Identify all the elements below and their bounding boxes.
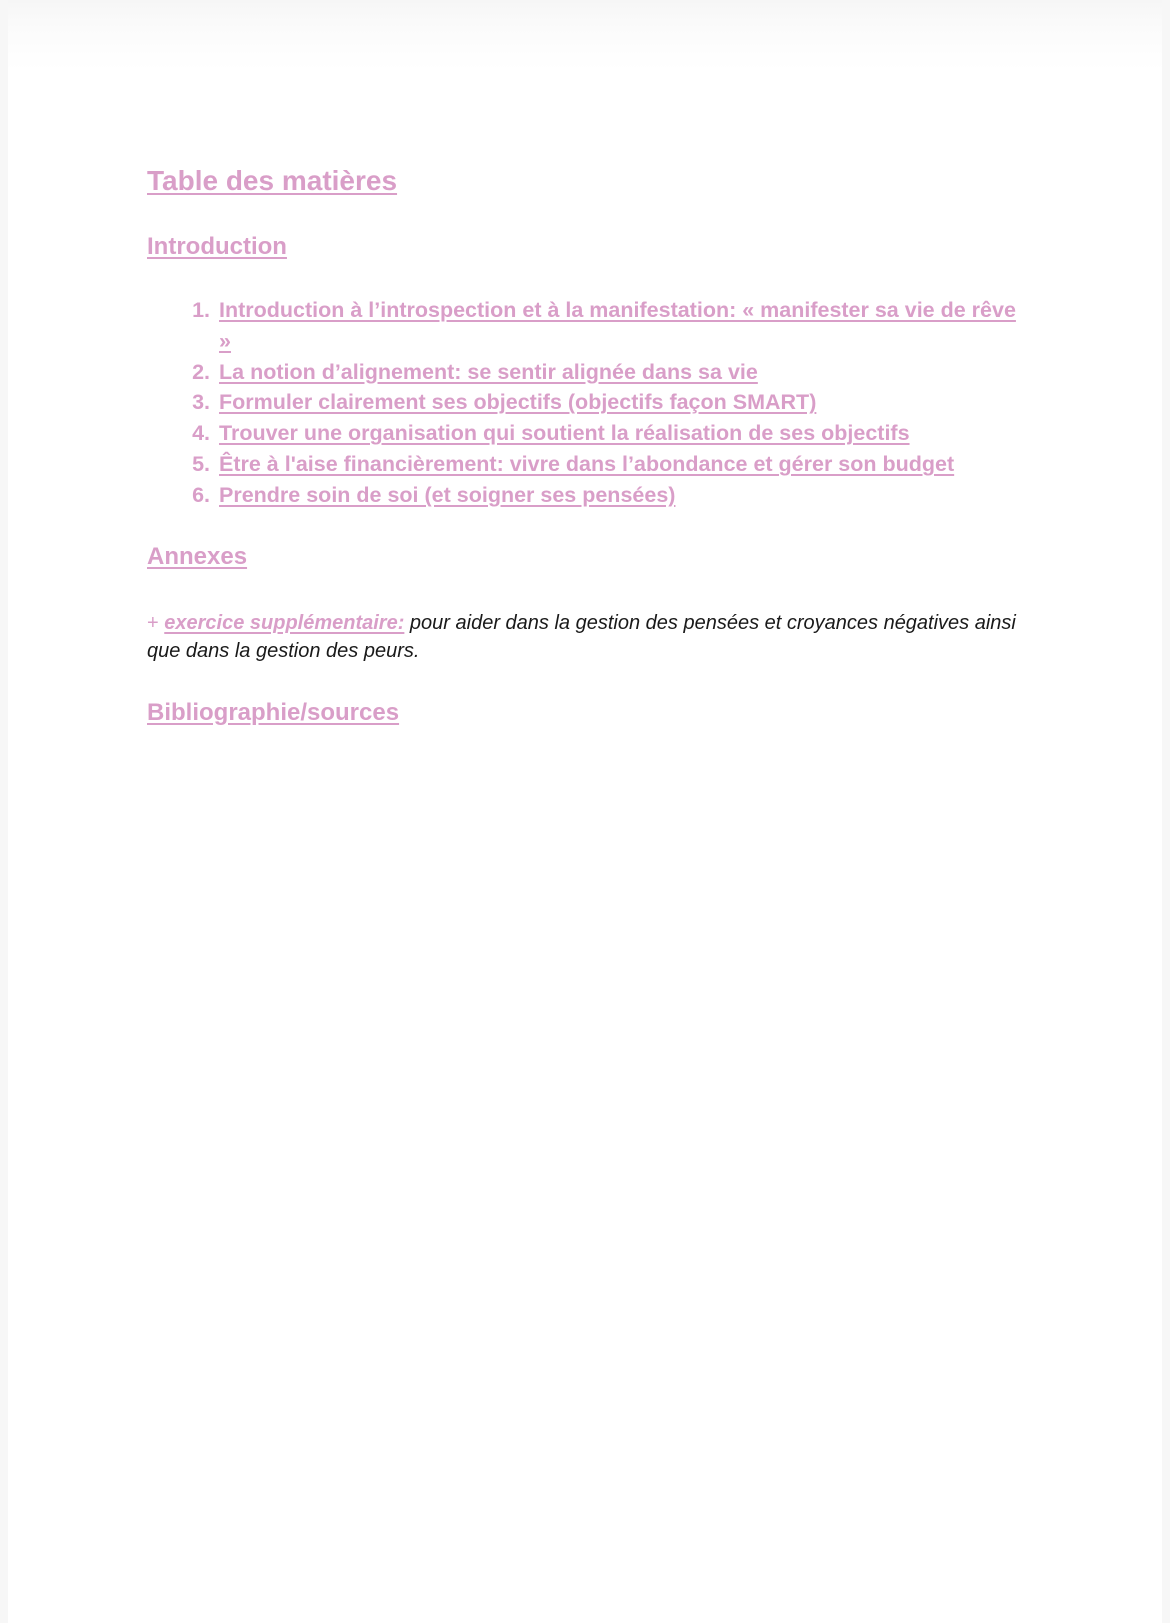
- toc-item-3: [216, 387, 1027, 418]
- toc-annexes-link[interactable]: Annexes: [147, 542, 248, 570]
- plus-sign: +: [147, 611, 159, 634]
- toc-item-2: [216, 357, 1027, 388]
- toc-chapter-3-link[interactable]: Formuler clairement ses objectifs (objectifs façon SMART): [219, 390, 817, 415]
- toc-chapter-2-link[interactable]: La notion d’alignement: se sentir alignée dans sa vie: [219, 359, 758, 384]
- toc-chapter-1-link[interactable]: Introduction à l’introspection et à la manifestation: « manifester sa vie de rêve »: [219, 298, 1016, 353]
- toc-chapter-list: [147, 295, 1027, 511]
- page-top-shadow: [8, 0, 1162, 70]
- extra-exercise-link[interactable]: exercice supplémentaire:: [164, 611, 405, 634]
- toc-item-6: [216, 480, 1027, 511]
- toc-chapter-4-link[interactable]: Trouver une organisation qui soutient la réalisation de ses objectifs: [219, 421, 910, 446]
- toc-item-5: [216, 449, 1027, 480]
- extra-exercise-note: [147, 609, 1027, 665]
- toc-item-1: [216, 295, 1027, 357]
- table-of-contents: [147, 165, 1027, 727]
- document-page: [8, 0, 1162, 1623]
- toc-chapter-6-link[interactable]: Prendre soin de soi (et soigner ses pensées): [219, 482, 676, 507]
- toc-item-4: [216, 418, 1027, 449]
- toc-title-link[interactable]: Table des matières: [147, 165, 398, 196]
- toc-introduction-link[interactable]: Introduction: [147, 233, 287, 260]
- toc-bibliography-link[interactable]: Bibliographie/sources: [147, 698, 400, 726]
- extra-exercise-text: pour aider dans la gestion des pensées et croyances négatives ainsi que dans la gestion des peurs.: [147, 611, 1016, 662]
- toc-chapter-5-link[interactable]: Être à l'aise financièrement: vivre dans l’abondance et gérer son budget: [219, 451, 955, 476]
